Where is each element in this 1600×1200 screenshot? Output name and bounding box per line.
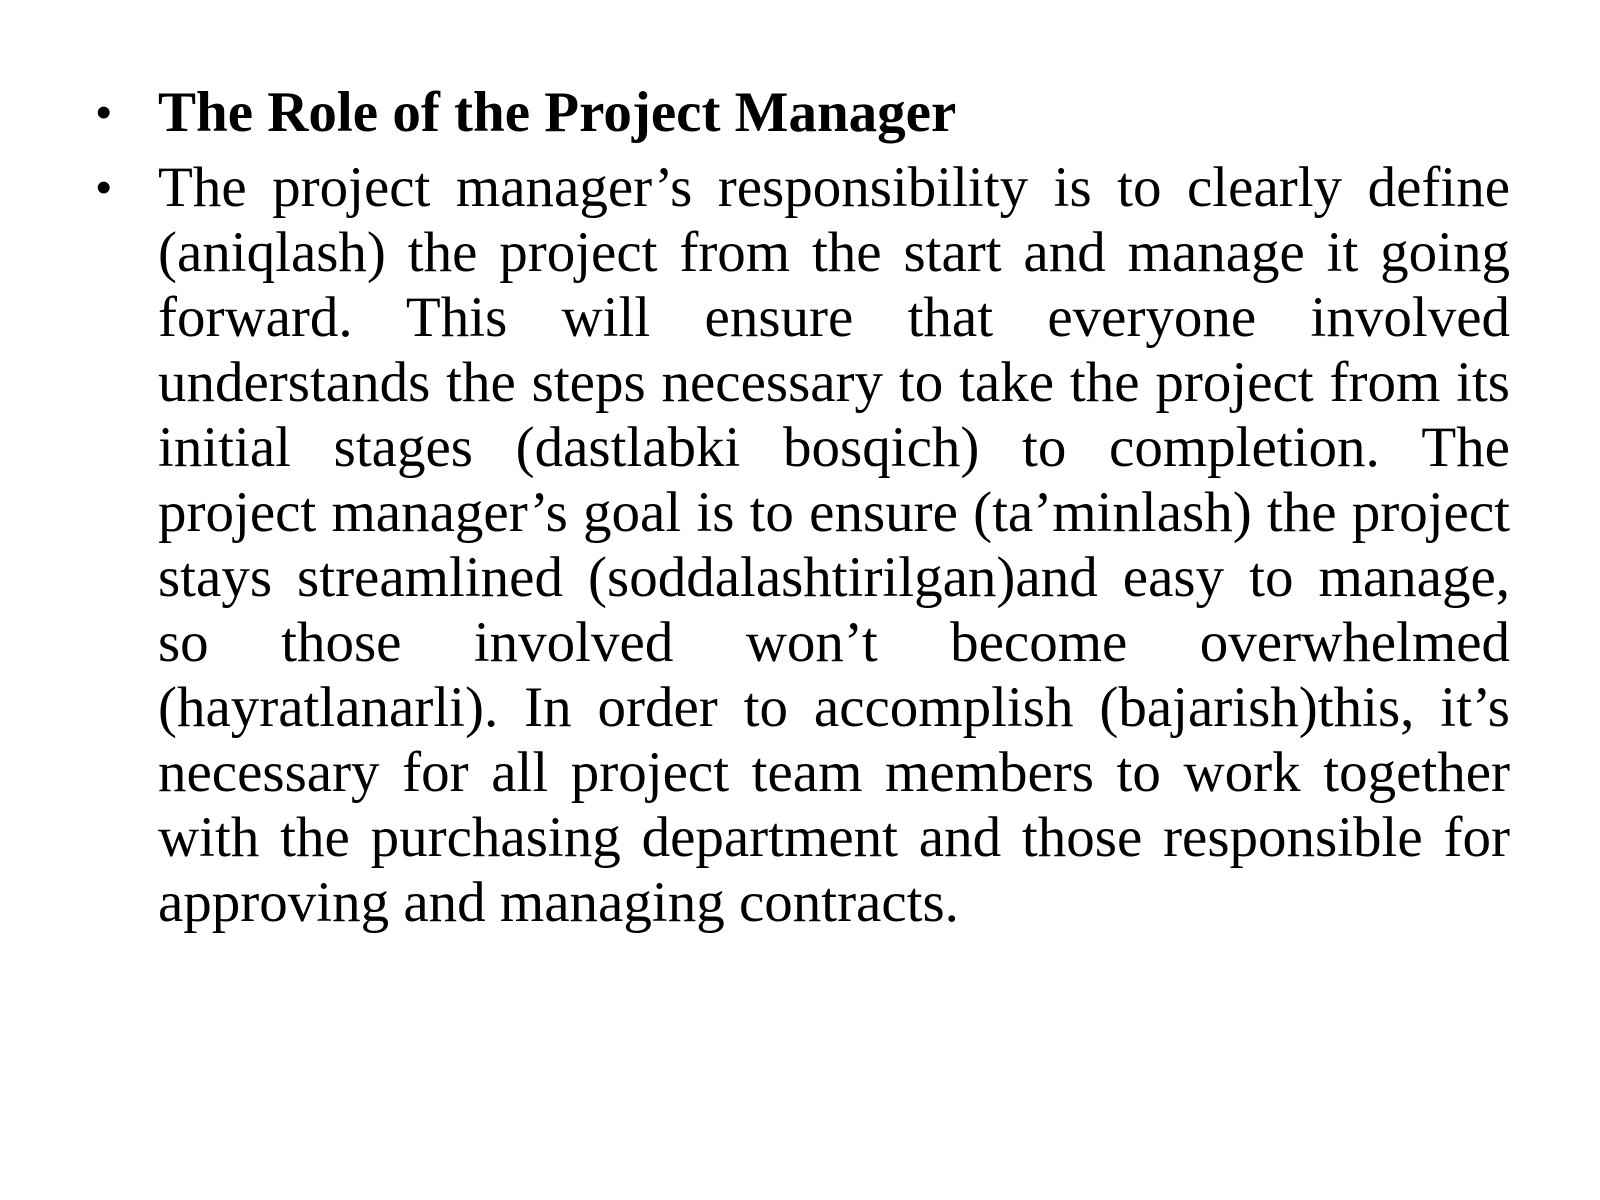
- slide-heading: The Role of the Project Manager: [158, 81, 957, 144]
- bullet-item-body: [96, 155, 1510, 935]
- bullet-icon: •: [96, 163, 112, 212]
- bullet-icon: •: [96, 88, 112, 137]
- bullet-list: [96, 80, 1510, 945]
- bullet-item-heading: [96, 80, 1510, 145]
- slide-body-paragraph: The project manager’s responsibility is to clearly define (aniqlash) the project from the start and manage it going forward. This will ensure that everyone involved understands the steps necessary to take the project from its initial stages (dastlabki bosqich) to completion. The project manager’s goal is to ensure (ta’minlash) the project stays streamlined (soddalashtirilgan)and easy to manage, so those involved won’t become overwhelmed (hayratlanarli). In order to accomplish (bajarish)this, it’s necessary for all project team members to work together with the purchasing department and those responsible for approving and managing contracts.: [158, 156, 1510, 934]
